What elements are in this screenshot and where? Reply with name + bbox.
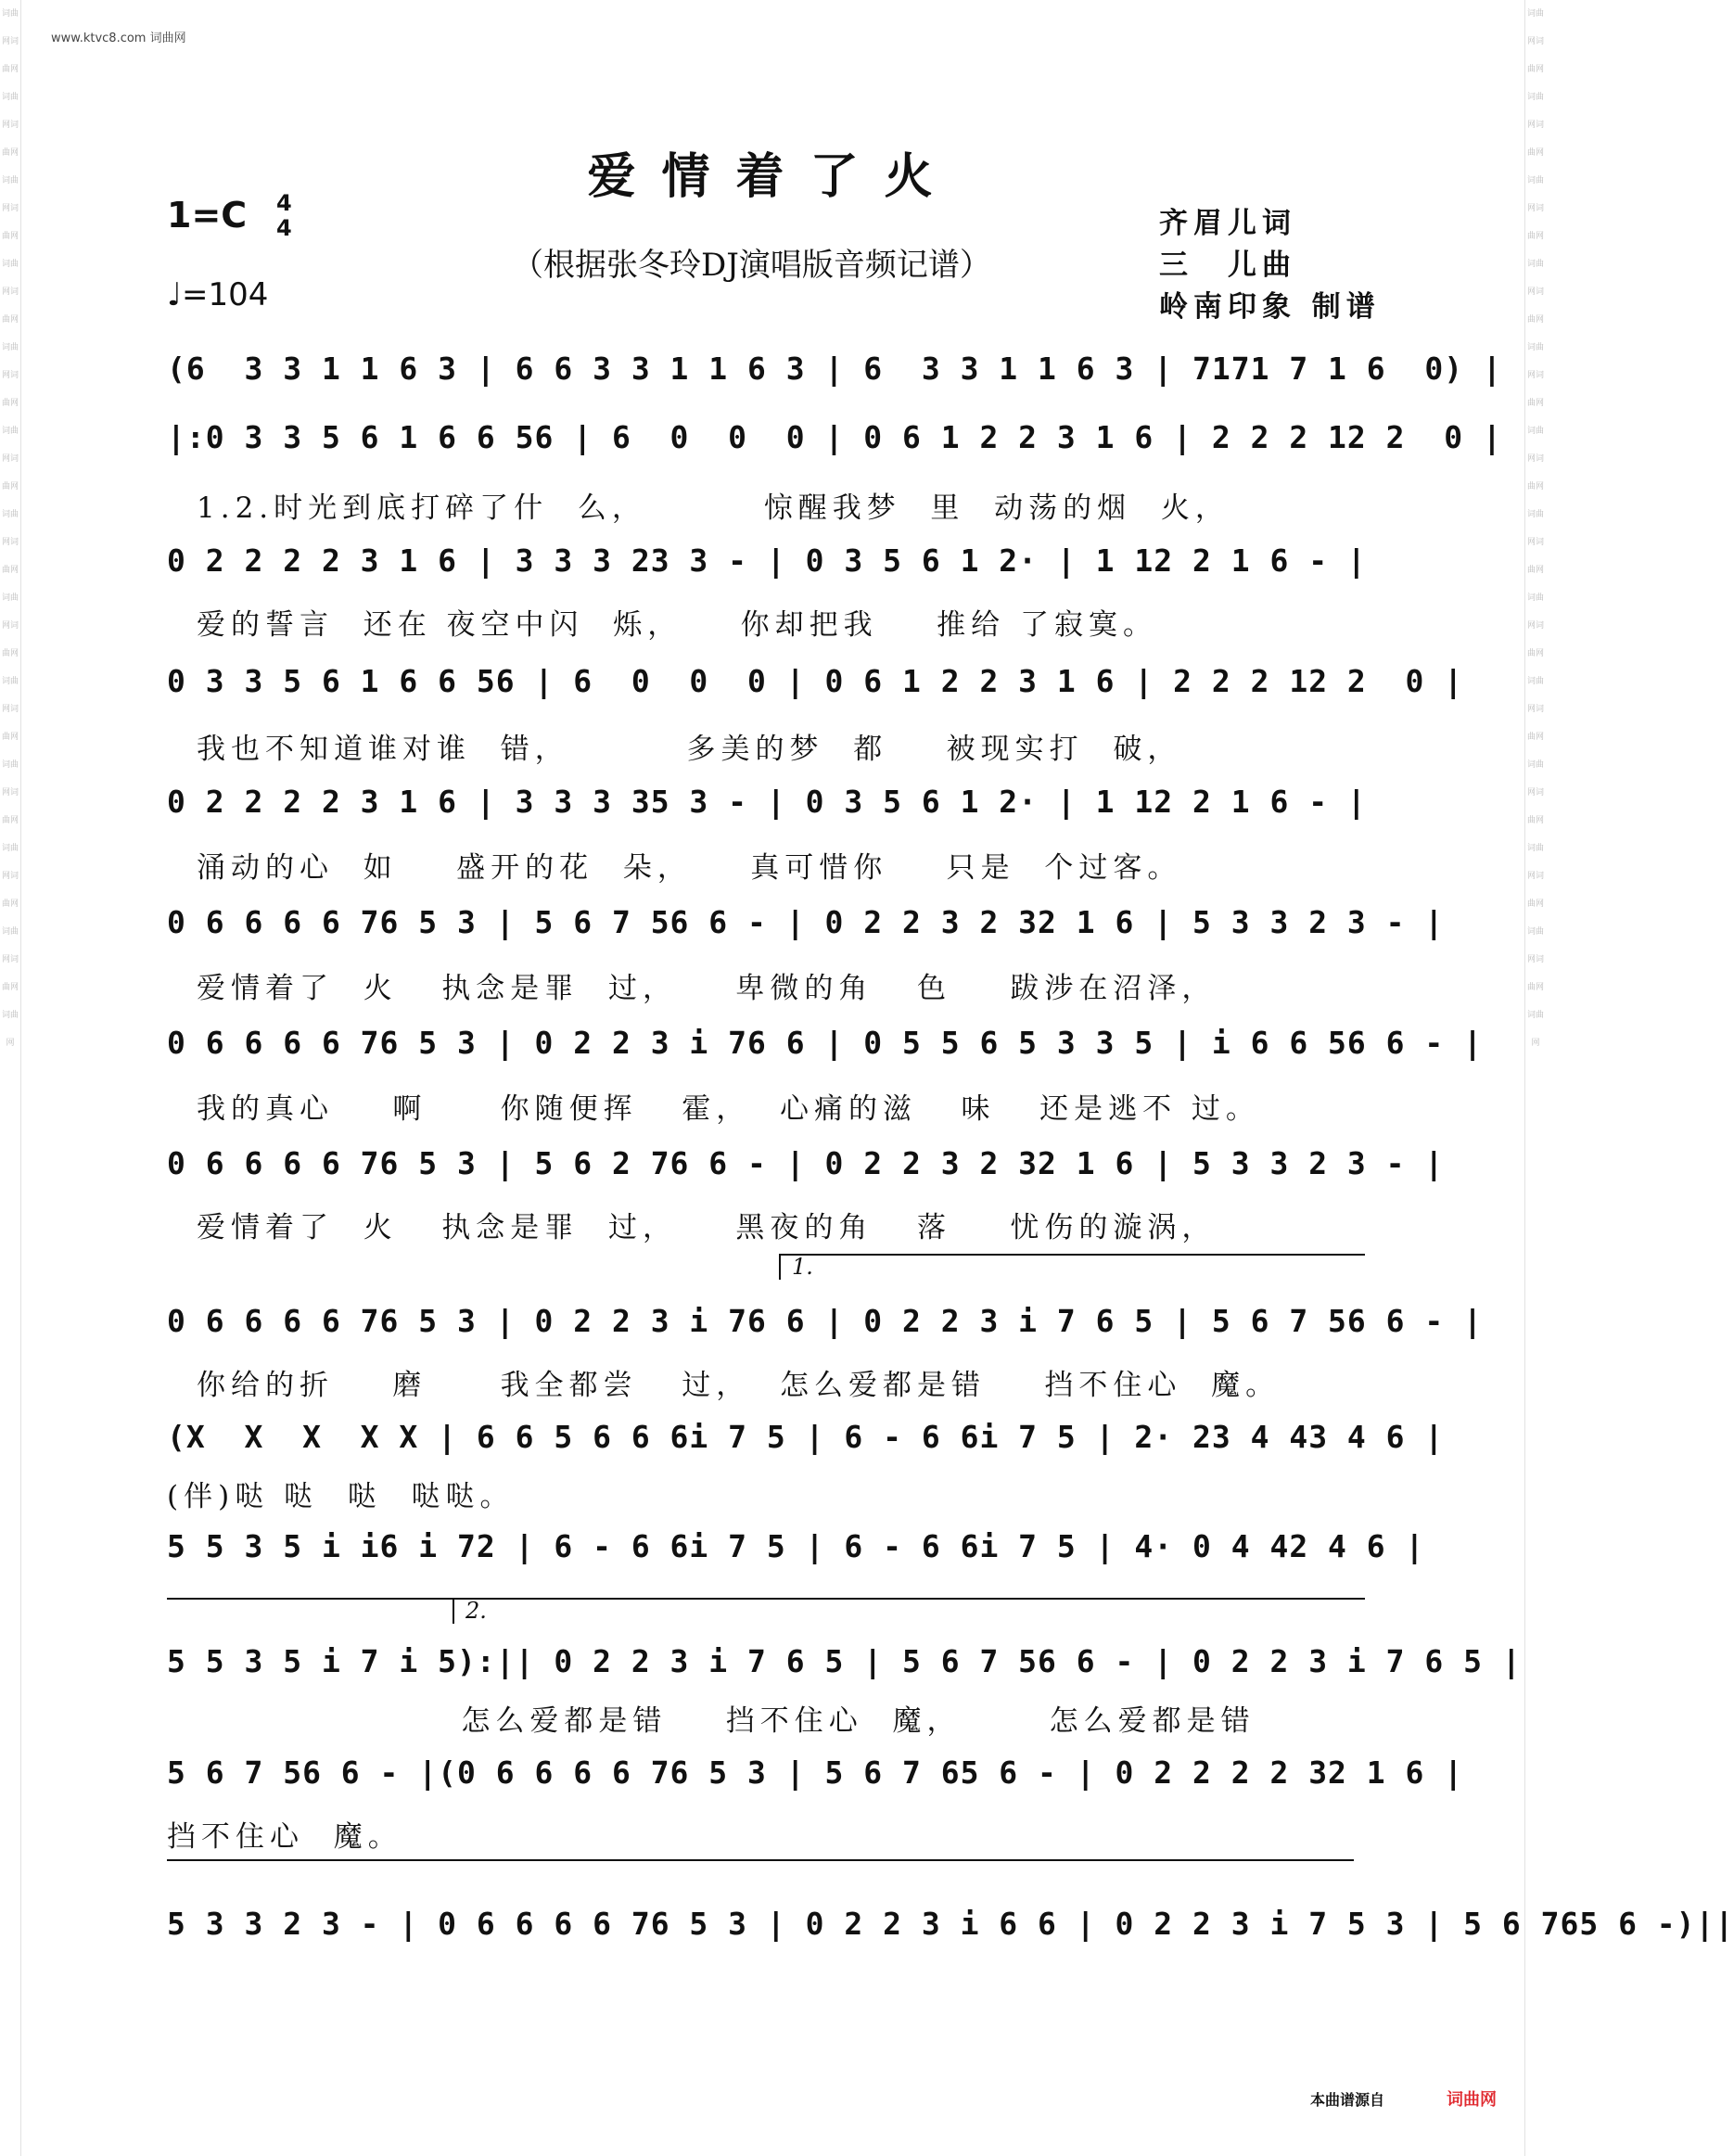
section-rule-lower [167, 1859, 1354, 1861]
volta-2-bracket [453, 1598, 487, 1624]
footer-source: 本曲谱源自 [1310, 2091, 1385, 2109]
volta-2-label: 2. [465, 1598, 487, 1624]
score-line-5-lyric: 涌动的心 如 盛开的花 朵， 真可惜你 只是 个过客。 [197, 851, 1182, 885]
key-signature: 1=C [167, 195, 248, 236]
score-line-14-notes: 5 3 3 2 3 - | 0 6 6 6 6 76 5 3 | 0 2 2 3 i 6 6 | 0 2 2 3 i 7 5 3 | 5 6 765 6 -)|| [167, 1906, 1734, 1942]
score-line-8-notes: 0 6 6 6 6 76 5 3 | 5 6 2 76 6 - | 0 2 2 3 2 32 1 6 | 5 3 3 2 3 - | [167, 1145, 1445, 1181]
lyricist-credit: 齐眉儿词 [1159, 207, 1296, 240]
time-signature-bottom: 4 [276, 215, 292, 241]
score-line-2-lyric: 1.2.时光到底打碎了什 么， 惊醒我梦 里 动荡的烟 火， [197, 491, 1230, 525]
section-rule-upper [167, 1598, 1365, 1600]
score-line-1-notes: (6 3 3 1 1 6 3 | 6 6 3 3 1 1 6 3 | 6 3 3 1 1 6 3 | 7171 7 1 6 0) | [167, 351, 1502, 387]
score-line-12-notes: 5 5 3 5 i 7 i 5):|| 0 2 2 3 i 7 6 5 | 5 6 7 56 6 - | 0 2 2 3 i 7 6 5 | [167, 1643, 1522, 1679]
score-line-9-notes: 0 6 6 6 6 76 5 3 | 0 2 2 3 i 76 6 | 0 2 2 3 i 7 6 5 | 5 6 7 56 6 - | [167, 1303, 1484, 1339]
score-line-4-lyric: 我也不知道谁对谁 错， 多美的梦 都 被现实打 破， [197, 733, 1182, 766]
score-line-7-notes: 0 6 6 6 6 76 5 3 | 0 2 2 3 i 76 6 | 0 5 5 6 5 3 3 5 | i 6 6 56 6 - | [167, 1025, 1484, 1061]
score-line-4-notes: 0 3 3 5 6 1 6 6 56 | 6 0 0 0 | 0 6 1 2 2 3 1 6 | 2 2 2 12 2 0 | [167, 663, 1464, 699]
volta-1-bracket [779, 1254, 813, 1280]
time-signature-top: 4 [276, 190, 292, 216]
score-line-10-notes: (X X X X X | 6 6 5 6 6 6i 7 5 | 6 - 6 6i 7 5 | 2· 23 4 43 4 6 | [167, 1419, 1445, 1455]
score-line-2-notes: |:0 3 3 5 6 1 6 6 56 | 6 0 0 0 | 0 6 1 2 2 3 1 6 | 2 2 2 12 2 0 | [167, 419, 1502, 455]
left-watermark-strip: 词曲网词曲网词曲网词曲网词曲网词曲网词曲网词曲网词曲网词曲网词曲网词曲网词曲网词曲网词曲网词曲网词曲网词曲网词曲网词曲网词曲网词曲网词曲网词曲网词曲网 [0, 0, 21, 2156]
score-line-3-notes: 0 2 2 2 2 3 1 6 | 3 3 3 23 3 - | 0 3 5 6 1 2· | 1 12 2 1 6 - | [167, 542, 1367, 579]
score-line-13-lyric: 挡不住心 魔。 [167, 1820, 402, 1854]
score-line-9-lyric: 你给的折 磨 我全都尝 过， 怎么爱都是错 挡不住心 魔。 [197, 1369, 1281, 1402]
volta-1-label: 1. [792, 1254, 813, 1280]
score-line-6-lyric: 爱情着了 火 执念是罪 过， 卑微的角 色 跋涉在沼泽， [197, 972, 1217, 1005]
subtitle: （根据张冬玲DJ演唱版音频记谱） [512, 247, 991, 284]
score-line-10-lyric: (伴)哒 哒 哒 哒哒。 [167, 1480, 515, 1513]
score-line-11-notes: 5 5 3 5 i i6 i 72 | 6 - 6 6i 7 5 | 6 - 6 6i 7 5 | 4· 0 4 42 4 6 | [167, 1528, 1425, 1564]
score-line-13-notes: 5 6 7 56 6 - |(0 6 6 6 6 76 5 3 | 5 6 7 65 6 - | 0 2 2 2 2 32 1 6 | [167, 1754, 1464, 1791]
volta-1-rule [779, 1254, 1365, 1256]
score-line-7-lyric: 我的真心 啊 你随便挥 霍， 心痛的滋 味 还是逃不 过。 [197, 1092, 1260, 1126]
footer-brand-link[interactable]: 词曲网 [1447, 2090, 1497, 2110]
tempo-marking: ♩=104 [167, 276, 269, 313]
score-line-5-notes: 0 2 2 2 2 3 1 6 | 3 3 3 35 3 - | 0 3 5 6 1 2· | 1 12 2 1 6 - | [167, 784, 1367, 820]
score-line-3-lyric: 爱的誓言 还在 夜空中闪 烁， 你却把我 推给 了寂寞。 [197, 608, 1157, 642]
arranger-credit: 岭南印象 制谱 [1159, 290, 1381, 324]
score-line-12-lyric: 怎么爱都是错 挡不住心 魔， 怎么爱都是错 [197, 1704, 1256, 1738]
site-url[interactable]: www.ktvc8.com 词曲网 [51, 32, 186, 45]
composer-credit: 三 儿曲 [1159, 249, 1296, 282]
right-watermark-strip: 词曲网词曲网词曲网词曲网词曲网词曲网词曲网词曲网词曲网词曲网词曲网词曲网词曲网词曲网词曲网词曲网词曲网词曲网词曲网词曲网词曲网词曲网词曲网词曲网词曲网 [1524, 0, 1546, 2156]
time-signature [276, 191, 292, 241]
score-line-8-lyric: 爱情着了 火 执念是罪 过， 黑夜的角 落 忧伤的漩涡， [197, 1211, 1217, 1244]
score-line-6-notes: 0 6 6 6 6 76 5 3 | 5 6 7 56 6 - | 0 2 2 3 2 32 1 6 | 5 3 3 2 3 - | [167, 904, 1445, 940]
song-title: 爱情着了火 [587, 148, 959, 205]
